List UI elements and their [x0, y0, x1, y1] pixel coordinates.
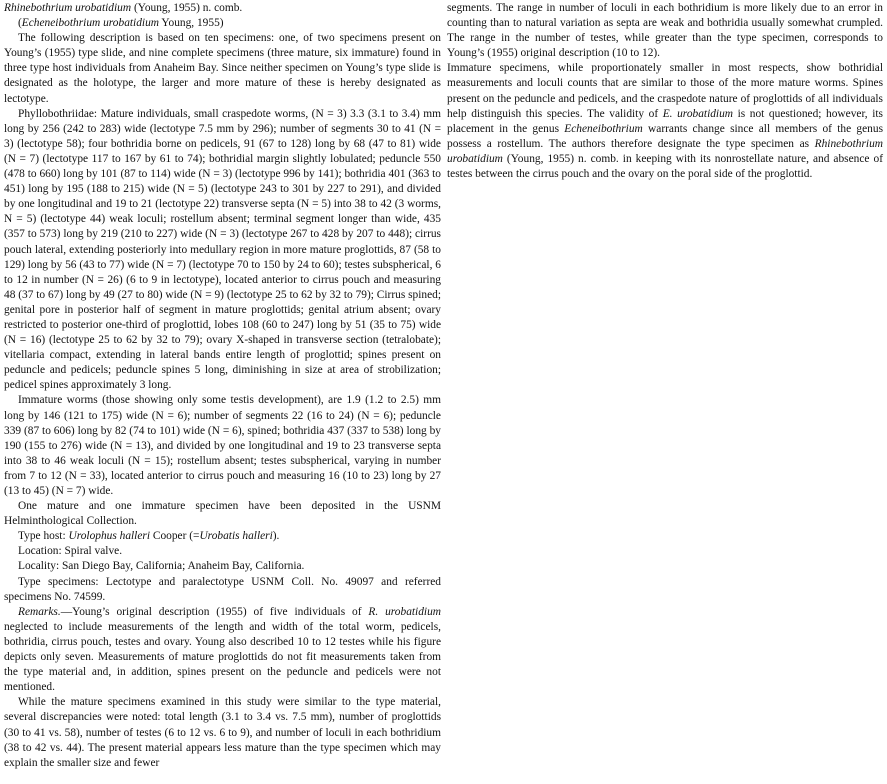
mature-description-paragraph: Phyllobothriidae: Mature individuals, small craspedote worms, (N = 3) 3.3 (3.1 to 3.4) mm long by 256 (242 to 283) wide (lectotype 7.5 mm by 296); number of segments 30 to 41 (N = 3) (lectotype 58); four bothridia borne on pedicels, 91 (67 to 128) long by 68 (47 to 81) wide (N = 7) (lectotype 117 to 167 by 61 to 74); bothridial margin slightly lobulated; peduncle 550 (478 to 660) long by 101 (87 to 114) wide (N = 3) (lectotype 996 by 141); bothridia 401 (363 to 451) long by 195 (188 to 215) wide (N = 5) (lectotype 243 to 301 by 227 to 291), and divided by one longitudinal and 19 to 21 (lectotype 22) transverse septa (N = 5) into 38 to 42 (3 worms, N = 5) (lectotype 44) weak loculi; rostellum absent; terminal segment longer than wide, 435 (357 to 573) long by 219 (210 to 227) wide (N = 3) (lectotype 267 to 428 by 207 to 448); cirrus pouch lateral, extending posteriorly into medullary region in more mature proglottids, 87 (58 to 129) long by 56 (43 to 77) wide (N = 7) (lectotype 70 to 150 by 24 to 60); testes subspherical, 6 to 12 in number (N = 26) (6 to 9 in lectotype), located anterior to cirrus pouch and measuring 48 (37 to 67) long by 49 (27 to 80) wide (N = 9) (lectotype 25 to 62 by 32 to 79); Cirrus spined; genital pore in posterior half of segment in mature proglottids; genital atrium absent; ovary restricted to posterior one-third of proglottid, lobes 108 (60 to 247) long by 51 (35 to 75) wide (N = 16) (lectotype 25 to 62 by 32 to 79); ovary X-shaped in transverse section (tetralobate); vitellaria compact, extending in lateral bands entire length of proglottid; spines present on peduncle and pedicels; peduncle spines 5 long, diminishing in size at area of strobilization; pedicel spines approximately 3 long. [4, 107, 441, 392]
locality-line: Locality: San Diego Bay, California; Anaheim Bay, California. [18, 560, 305, 573]
comparison-paragraph: While the mature specimens examined in this study were similar to the type material, several discrepancies were noted: total length (3.1 to 3.4 vs. 7.5 mm), number of proglottids (30 to 41 vs. 58), number of testes (6 to 12 vs. 6 to 9), and number of loculi in each bothridium (38 to 42 vs. 44). The present material appears less mature than the type specimen which may explain the smaller size and fewer [4, 696, 441, 769]
immature-description-paragraph: Immature worms (those showing only some testis development), are 1.9 (1.2 to 2.5) mm long by 146 (121 to 175) wide (N = 6); number of segments 22 (16 to 24) (N = 6); peduncle 339 (87 to 606) long by 82 (74 to 101) wide (N = 6), spined; bothridia 437 (337 to 538) long by 190 (155 to 276) wide (N = 13), and divided by one longitudinal and 19 to 23 transverse septa into 38 to 46 weak loculi (N = 15); rostellum absent; testes subspherical, varying in number from 7 to 12 (N = 33), located anterior to cirrus pouch and measuring 16 (10 to 23) long by 27 (13 to 45) (N = 7) wide. [4, 394, 441, 497]
left-column [4, 1, 441, 771]
remarks-label: Remarks. [18, 605, 61, 618]
deposit-paragraph: One mature and one immature specimen have been deposited in the USNM Helminthological Collection. [4, 500, 441, 528]
continuation-paragraph: segments. The range in number of loculi in each bothridium is more likely due to an error in counting than to natural variation as septa are weak and bothridia usually somewhat crumpled. The range in the number of testes, while greater than the type specimen, corresponds to Young’s (1955) original description (10 to 12). [447, 2, 883, 60]
validity-paragraph: Immature specimens, while proportionately smaller in most respects, show bothridial measurements and loculi counts that are similar to those of the more mature worms. Spines present on the peduncle and pedicels, and the craspedote nature of proglottids of all individuals help distinguish this species. The validity of E. urobatidium is not questioned; however, its placement in the genus Echeneibothrium warrants change since all members of the genus possess a rostellum. The authors therefore designate the type specimen as Rhinebothrium urobatidium (Young, 1955) n. comb. in keeping with its nonrostellate nature, and absence of testes between the cirrus pouch and the ovary on the poral side of the proglottid. [447, 62, 884, 181]
type-host-line: Type host: Urolophus halleri Cooper (=Urobatis halleri). [18, 530, 280, 543]
synonym-authority: Young, 1955) [159, 17, 224, 30]
remarks-paragraph: Remarks.—Young’s original description (1955) of five individuals of R. urobatidium neglected to include measurements of the length and width of the total worm, pedicels, bothridia, cirrus pouch, testes and ovary. Young also described 10 to 12 testes while his figure depicts only seven. Measurements of mature proglottids do not fit measurements taken from the type material and, in addition, spines present on the peduncle and pedicels were not mentioned. [4, 605, 442, 694]
location-line: Location: Spiral valve. [18, 545, 123, 558]
intro-paragraph: The following description is based on ten specimens: one, of two specimens present on Young’s (1955) type slide, and nine complete specimens (three mature, six immature) found in three type host individuals from Anaheim Bay. Since neither specimen on Young’s type slide is designated as the holotype, the larger and more mature of these is hereby designated as lectotype. [4, 32, 441, 105]
species-synonym: (Echeneibothrium urobatidium Young, 1955) [18, 17, 224, 30]
right-column [447, 1, 883, 182]
host-synonym: Urobatis halleri [199, 530, 273, 543]
type-specimens-line: Type specimens: Lectotype and paralectotype USNM Coll. No. 49097 and referred specimens No. 74599. [4, 575, 441, 603]
species-heading [4, 1, 441, 16]
synonym-name: Echeneibothrium urobatidium [21, 17, 159, 30]
species-name: Rhinebothrium urobatidium [4, 2, 132, 14]
host-name: Urolophus halleri [68, 530, 150, 543]
species-authority: (Young, 1955) n. comb. [131, 2, 243, 14]
